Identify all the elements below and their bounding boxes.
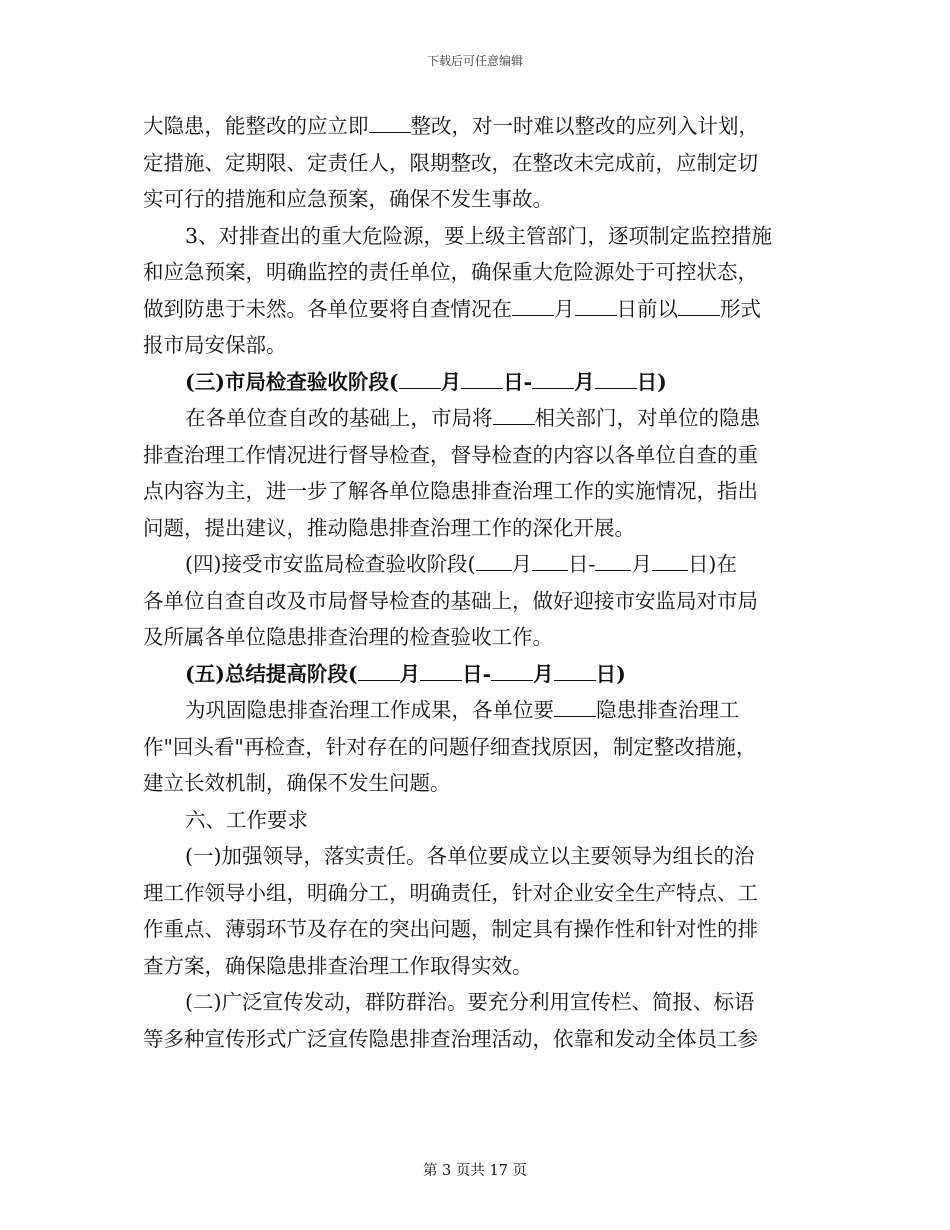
paragraph: [143, 838, 799, 984]
text-line: [143, 400, 799, 437]
text-run: 日): [636, 369, 667, 394]
fill-in-blank: [678, 293, 720, 316]
text-run: (四)接受市安监局检查验收阶段(: [185, 552, 476, 576]
fill-in-blank: [554, 658, 596, 681]
text-run: 各单位自查自改及市局督导检查的基础上，做好迎接市安监局对市局: [143, 588, 758, 613]
text-run: 六、工作要求: [185, 807, 308, 832]
text-run: 理工作领导小组，明确分工，明确责任，针对企业安全生产特点、工: [143, 880, 758, 905]
fill-in-blank: [461, 366, 503, 389]
text-line: [143, 218, 799, 255]
text-run: 做到防患于未然。各单位要将自查情况在: [143, 296, 512, 321]
text-line: [143, 619, 799, 656]
text-run: (五)总结提高阶段(: [185, 661, 358, 686]
fill-in-blank: [476, 548, 512, 571]
text-run: 等多种宣传形式广泛宣传隐患排查治理活动，依靠和发动全体员工参: [143, 1026, 758, 1051]
text-line: [143, 656, 799, 693]
text-line: [143, 145, 799, 182]
fill-in-blank: [575, 293, 617, 316]
text-run: 月: [440, 369, 462, 394]
fill-in-blank: [532, 548, 568, 571]
text-run: 月: [554, 296, 575, 321]
text-run: 日-: [568, 552, 596, 576]
text-run: 整改，对一时难以整改的应列入计划，: [410, 114, 759, 138]
text-line: [143, 729, 799, 766]
page-header: 下载后可任意编辑: [426, 54, 523, 68]
text-line: [143, 948, 799, 985]
fill-in-blank: [369, 110, 411, 133]
text-line: [143, 765, 799, 802]
fill-in-blank: [595, 548, 631, 571]
fill-in-blank: [512, 293, 554, 316]
text-line: [143, 546, 799, 583]
text-line: [143, 364, 799, 401]
text-run: 点内容为主，进一步了解各单位隐患排查治理工作的实施情况，指出: [143, 479, 758, 503]
text-run: 相关部门，对单位的隐患: [534, 406, 760, 430]
text-run: 建立长效机制，确保不发生问题。: [143, 771, 451, 795]
text-run: 月: [631, 552, 652, 576]
text-run: 日-: [503, 369, 533, 394]
text-run: 隐患排查治理工: [596, 698, 740, 722]
text-run: 查方案，确保隐患排查治理工作取得实效。: [143, 953, 533, 978]
text-line: [143, 291, 799, 328]
document-body: [143, 108, 799, 1057]
text-run: 大隐患，能整改的应立即: [143, 114, 369, 138]
text-line: [143, 437, 799, 474]
text-line: [143, 473, 799, 510]
paragraph: [143, 802, 799, 839]
text-line: [143, 838, 799, 875]
paragraph: [143, 984, 799, 1057]
text-line: [143, 327, 799, 364]
text-line: [143, 875, 799, 912]
fill-in-blank: [554, 694, 596, 717]
fill-in-blank: [652, 548, 688, 571]
fill-in-blank: [399, 366, 441, 389]
text-line: [143, 583, 799, 620]
text-line: [143, 802, 799, 839]
text-run: 报市局安保部。: [143, 333, 287, 357]
paragraph: [143, 218, 799, 364]
text-run: 为巩固隐患排查治理工作成果，各单位要: [185, 698, 554, 722]
text-run: 月: [574, 369, 595, 394]
paragraph: [143, 656, 799, 693]
text-run: 问题，提出建议，推动隐患排查治理工作的深化开展。: [143, 515, 635, 540]
text-run: 日前以: [616, 296, 678, 321]
text-line: [143, 692, 799, 729]
fill-in-blank: [493, 402, 535, 425]
fill-in-blank: [595, 366, 637, 389]
text-run: 3、对排查出的重大危险源，要上级主管部门，逐项制定监控措施: [185, 223, 773, 248]
text-line: [143, 510, 799, 547]
text-run: 排查治理工作情况进行督导检查，督导检查的内容以各单位自查的重: [143, 442, 758, 467]
text-run: (二)广泛宣传发动，群防群治。要充分利用宣传栏、简报、标语: [185, 990, 755, 1014]
text-run: 形式: [720, 296, 761, 321]
text-line: [143, 984, 799, 1021]
text-run: 月: [399, 661, 421, 686]
text-line: [143, 181, 799, 218]
text-run: 日-: [462, 661, 492, 686]
fill-in-blank: [420, 658, 462, 681]
text-run: 定措施、定期限、定责任人，限期整改，在整改未完成前，应制定切: [143, 150, 758, 175]
paragraph: [143, 692, 799, 802]
paragraph: [143, 364, 799, 401]
text-run: 日)在: [687, 552, 737, 576]
fill-in-blank: [358, 658, 400, 681]
fill-in-blank: [532, 366, 574, 389]
text-line: [143, 1021, 799, 1058]
text-run: 作重点、薄弱环节及存在的突出问题，制定具有操作性和针对性的排: [143, 917, 758, 941]
text-run: 及所属各单位隐患排查治理的检查验收工作。: [143, 625, 553, 649]
paragraph: [143, 400, 799, 546]
text-run: (三)市局检查验收阶段(: [185, 369, 399, 394]
paragraph: [143, 546, 799, 656]
text-run: 实可行的措施和应急预案，确保不发生事故。: [143, 187, 553, 211]
text-run: 日): [595, 661, 626, 686]
text-run: (一)加强领导，落实责任。各单位要成立以主要领导为组长的治: [185, 844, 755, 868]
text-run: 月: [511, 552, 532, 576]
text-run: 在各单位查自改的基础上，市局将: [185, 406, 493, 430]
text-run: 和应急预案，明确监控的责任单位，确保重大危险源处于可控状态，: [143, 260, 758, 284]
paragraph: [143, 108, 799, 218]
text-run: 作"回头看"再检查，针对存在的问题仔细查找原因，制定整改措施，: [143, 734, 757, 759]
page-footer: 第 3 页共 17 页: [422, 1163, 528, 1179]
text-line: [143, 108, 799, 145]
text-line: [143, 911, 799, 948]
fill-in-blank: [491, 658, 533, 681]
text-line: [143, 254, 799, 291]
text-run: 月: [533, 661, 554, 686]
